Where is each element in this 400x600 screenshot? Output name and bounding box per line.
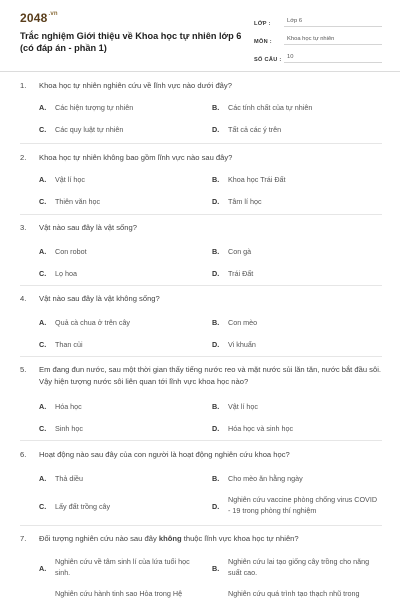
question-number: 1.: [20, 81, 27, 90]
question-text: Em đang đun nước, sau một thời gian thấy tiếng nước reo và mặt nước sủi lăn tăn, nước bắt đầu sôi. Vậy hiện tượng nước sôi liên quan tới lĩnh vực khoa học nào?: [39, 365, 381, 386]
option-c-letter: C.: [39, 197, 47, 206]
meta-value-subject: Khoa học tự nhiên: [284, 36, 382, 45]
question-number: 7.: [20, 534, 27, 543]
option-c-letter: C.: [39, 340, 47, 349]
option-c-letter: C.: [39, 424, 47, 433]
option-b[interactable]: Khoa học Trái Đất: [228, 175, 286, 184]
question-text: Khoa học tự nhiên không bao gồm lĩnh vực nào sau đây?: [39, 153, 233, 162]
site-logo[interactable]: [20, 11, 58, 25]
option-a[interactable]: Vật lí học: [55, 175, 85, 184]
question-divider: [20, 143, 382, 144]
option-b-letter: B.: [212, 402, 220, 411]
question-number: 3.: [20, 223, 27, 232]
option-c[interactable]: Lấy đất trồng cây: [55, 502, 111, 511]
option-c[interactable]: Các quy luật tự nhiên: [55, 125, 124, 134]
question-number: 2.: [20, 153, 27, 162]
option-d-letter: D.: [212, 197, 220, 206]
meta-label-class: LỚP :: [254, 21, 271, 27]
option-d-letter: D.: [212, 125, 220, 134]
question-text: Hoạt động nào sau đây của con người là hoạt động nghiên cứu khoa học?: [39, 450, 290, 459]
question-text: Vật nào sau đây là vật sống?: [39, 223, 137, 232]
option-a-letter: A.: [39, 318, 47, 327]
meta-row-subject: [254, 30, 382, 45]
question-text-part: thuộc lĩnh vực khoa học tự nhiên?: [181, 534, 299, 543]
option-b-letter: B.: [212, 474, 220, 483]
option-b[interactable]: Con mèo: [228, 318, 258, 327]
option-b[interactable]: Cho mèo ăn hằng ngày: [228, 474, 303, 483]
question-text-emphasis: không: [158, 534, 182, 543]
question-text: Khoa học tự nhiên nghiên cứu về lĩnh vực nào dưới đây?: [39, 81, 232, 90]
option-b-letter: B.: [212, 103, 220, 112]
question-divider: [20, 525, 382, 526]
option-a[interactable]: Con robot: [55, 247, 87, 256]
question-number: 4.: [20, 294, 27, 303]
question-text: Vật nào sau đây là vật không sống?: [39, 294, 160, 303]
question-divider: [20, 356, 382, 357]
option-d[interactable]: Tâm lí học: [228, 197, 262, 206]
option-c-letter: C.: [39, 125, 47, 134]
option-a[interactable]: Thả diều: [55, 474, 83, 483]
option-a[interactable]: Quả cà chua ở trên cây: [55, 318, 131, 327]
meta-label-subject: MÔN :: [254, 39, 272, 45]
option-d-letter: D.: [212, 269, 220, 278]
option-b[interactable]: Các tính chất của tự nhiên: [228, 103, 313, 112]
option-d-letter: D.: [212, 424, 220, 433]
option-a-letter: A.: [39, 175, 47, 184]
option-d-letter: D.: [212, 340, 220, 349]
option-d[interactable]: Nghiên cứu vaccine phòng chống virus COVID - 19 trong phòng thí nghiệm: [228, 495, 378, 515]
option-b[interactable]: Con gà: [228, 247, 252, 256]
meta-value-class: Lớp 6: [284, 18, 382, 27]
question-text: [39, 533, 384, 545]
logo-suffix: .vn: [48, 11, 58, 17]
option-a-letter: A.: [39, 402, 47, 411]
option-d[interactable]: Hóa học và sinh học: [228, 424, 294, 433]
option-c-letter: C.: [39, 502, 47, 511]
option-b-letter: B.: [212, 175, 220, 184]
option-d[interactable]: Tất cả các ý trên: [228, 125, 282, 134]
option-a[interactable]: Các hiện tượng tự nhiên: [55, 103, 134, 112]
question-number: 6.: [20, 450, 27, 459]
option-d[interactable]: Nghiên cứu quá trình tạo thạch nhũ trong: [228, 589, 360, 598]
option-a-letter: A.: [39, 247, 47, 256]
option-c[interactable]: Nghiên cứu hành tinh sao Hỏa trong Hệ: [55, 589, 183, 598]
option-c-letter: C.: [39, 269, 47, 278]
option-c[interactable]: Than củi: [55, 340, 83, 349]
option-a-letter: A.: [39, 103, 47, 112]
option-b-letter: B.: [212, 564, 220, 573]
option-b-letter: B.: [212, 318, 220, 327]
option-a-letter: A.: [39, 564, 47, 573]
question-divider: [20, 440, 382, 441]
option-d[interactable]: Vi khuẩn: [228, 340, 256, 349]
meta-value-count: 10: [284, 54, 382, 63]
question-divider: [20, 285, 382, 286]
option-b-letter: B.: [212, 247, 220, 256]
meta-row-count: [254, 48, 382, 63]
worksheet-header: [0, 0, 400, 72]
option-d-letter: D.: [212, 502, 220, 511]
logo-text: 2048: [20, 11, 48, 25]
question-text-part: Đối tượng nghiên cứu nào sau đây: [39, 534, 159, 543]
worksheet-meta: [254, 12, 382, 66]
option-b[interactable]: Vật lí học: [228, 402, 258, 411]
option-b[interactable]: Nghiên cứu lai tạo giống cây trồng cho năng suất cao.: [228, 557, 370, 577]
worksheet-title: Trắc nghiệm Giới thiệu về Khoa học tự nhiên lớp 6 (có đáp án - phần 1): [20, 31, 242, 53]
option-c[interactable]: Lọ hoa: [55, 269, 77, 278]
meta-label-count: SỐ CÂU :: [254, 57, 282, 63]
option-a-letter: A.: [39, 474, 47, 483]
question-number: 5.: [20, 365, 27, 374]
option-a[interactable]: Nghiên cứu về tâm sinh lí của lứa tuổi học sinh.: [55, 557, 190, 577]
option-c[interactable]: Thiên văn học: [55, 197, 101, 206]
meta-row-class: [254, 12, 382, 27]
question-divider: [20, 214, 382, 215]
option-c[interactable]: Sinh học: [55, 424, 83, 433]
option-a[interactable]: Hóa học: [55, 402, 82, 411]
option-d[interactable]: Trái Đất: [228, 269, 254, 278]
